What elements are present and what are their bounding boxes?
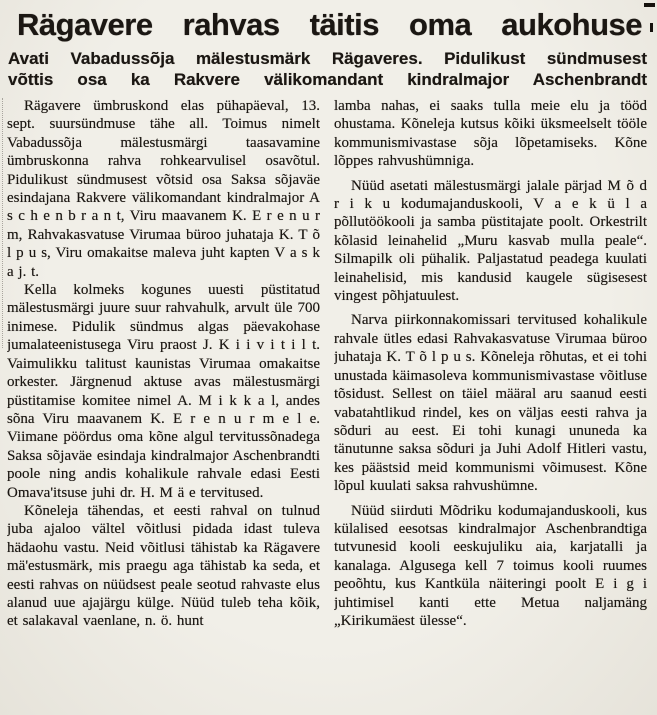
paragraph: Rägavere ümbruskond elas pühapäeval, 13. sept. suursündmuse tähe all. Toimus nimelt Vabadussõja mälestusmärgi taasavamine ümbruskonna rahva rohkearvulisel osavõtul. Pidulikust sündmusest võtsid osa Saksa sõjaväe esindajana Rakvere välikomandant kindralmajor A s c h e n b r a n t, Viru maavanem K. E r e n u r m, Rahvakasvatuse Virumaa büroo juhataja K. T õ l p u s, Viru omakaitse maleva juht kapten V a s k a j. t. [7,98,320,280]
paragraph: Nüüd siirduti Mõdriku kodumajanduskooli, kus külalised eesotsas kindralmajor Aschenbrandtiga tutvunesid kooli eeskujuliku aia, karjatalli ja kanalaga. Algusega kell 7 toimus kooli ruumes peoõhtu, kus Kantküla näiteringi poolt E i g i juhtimisel kanti ette Metua naljamäng „Kirikumäest ülesse“. [334,502,647,629]
scan-artifact [650,23,653,32]
paragraph: Kella kolmeks kogunes uuesti püstitatud mälestusmärgi juure suur rahvahulk, arvult üle 700 inimese. Pidulik sündmus algas päevakohase jumalateenistusega Viru praost J. K i i v i t i l t. Vaimulikku talitust kaunistas Virumaa omakaitse orkester. Järgnenud aktuse avas mälestusmärgi püstitamise komitee nimel A. M i k k a l, andes sõna Viru maavanem K. E r e n u r m e l e. Viimane pöördus oma kõne algul tervitussõnadega Saksa sõjaväe esindaja kindralmajor Aschenbrandti poole ning andis kohalikule rahvale edasi Eesti Omava'itsuse juhi dr. H. M ä e tervitused. [7,282,320,501]
paragraph: lamba nahas, ei saaks tulla meie elu ja tööd ohustama. Kõneleja kutsus kõiki üksmeelselt tööle kommunismivastase sõja lõpetamiseks. Kõne lõppes rahvushümniga. [334,98,647,170]
paragraph: Kõneleja tähendas, et eesti rahval on tulnud juba ajaloo vältel võitlusi pidada idast tuleva hädaohu vastu. Neid võitlusi tähistab ka Rägavere mä'estusmärk, mis praegu aga tähistab ka seda, et eesti rahvas on nüüdsest peale seotud rahvaste elus alanud uue ajajärgu külge. Nüüd tuleb teha kõik, et salakaval vaenlane, n. ö. hunt [7,502,320,630]
scan-artifact [2,98,3,348]
article-headline: Rägavere rahvas täitis oma aukohuse [17,7,642,42]
paragraph: Nüüd asetati mälestusmärgi jalale pärjad M õ d r i k u kodumajanduskooli, V a e k ü l a põllutöökooli ja samba püstitajate poolt. Orkestrilt kõlasid leinahelid „Muru kasvab mulla peale“. Silmapilk oli pühalik. Paljastatud peadega kuulati leinahelisid, mis kandusid kaugele sügisesest vingest põhjatuulest. [334,177,647,305]
subhead-line: Avati Vabadussõja mälestusmärk Rägaveres. Pidulikust sündmusest [8,49,647,68]
scan-artifact [644,3,655,7]
article-subhead [0,45,657,90]
article-body [0,90,657,710]
subhead-line: võttis osa ka Rakvere välikomandant kindralmajor Aschenbrandt [8,70,647,89]
right-column [334,97,647,710]
left-column [7,97,320,710]
paragraph: Narva piirkonnakomissari tervitused kohalikule rahvale ütles edasi Rahvakasvatuse Virumaa büroo juhataja K. T õ l p u s. Kõneleja rõhutas, et ei tohi unustada käimasoleva kommunismivastase võitluse tõsidust. Sellest on täiel määral aru saanud eesti vabatahtlikud rindel, kes on väljas eesti rahva ja sõduri au eest. Ei tohi kunagi ununeda ka tänutunne saksa sõduri ja Juhi Adolf Hitleri vastu, kes päästsid meid kommunismi võimusest. Kõne lõpul kuulati saksa rahvushümne. [334,312,647,495]
